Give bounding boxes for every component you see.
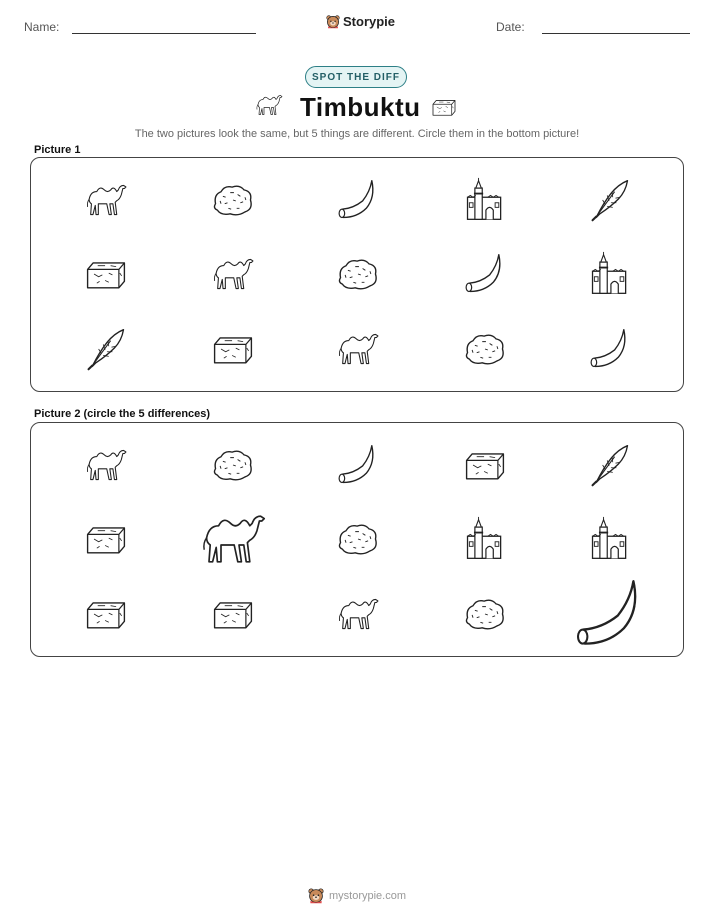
salt-pile-icon[interactable] xyxy=(210,442,256,488)
picture-1-panel xyxy=(30,157,684,392)
salt-block-icon[interactable] xyxy=(83,251,129,297)
camel-icon[interactable] xyxy=(197,503,269,575)
feather-quill-icon[interactable] xyxy=(587,177,633,223)
camel-icon[interactable] xyxy=(83,442,129,488)
bear-mascot-icon xyxy=(308,888,324,904)
mosque-icon[interactable] xyxy=(462,177,508,223)
mosque-icon[interactable] xyxy=(587,251,633,297)
brand-name: Storypie xyxy=(343,14,396,29)
feather-quill-icon[interactable] xyxy=(83,326,129,372)
activity-badge: SPOT THE DIFF xyxy=(305,66,407,88)
footer-url: mystorypie.com xyxy=(328,890,407,902)
picture-1-label: Picture 1 xyxy=(34,144,81,156)
horn-icon[interactable] xyxy=(462,251,508,297)
salt-pile-icon[interactable] xyxy=(335,251,381,297)
salt-block-icon[interactable] xyxy=(83,591,129,637)
footer xyxy=(0,888,714,904)
camel-icon[interactable] xyxy=(210,251,256,297)
camel-icon[interactable] xyxy=(335,326,381,372)
bear-mascot-icon xyxy=(326,15,340,29)
camel-icon xyxy=(254,92,284,118)
mosque-icon[interactable] xyxy=(587,516,633,562)
instructions: The two pictures look the same, but 5 things are different. Circle them in the bottom picture! xyxy=(134,128,580,140)
name-line[interactable] xyxy=(72,33,256,34)
horn-icon[interactable] xyxy=(571,575,649,653)
picture-2-label: Picture 2 (circle the 5 differences) xyxy=(34,408,211,420)
date-label: Date: xyxy=(496,20,525,34)
camel-icon[interactable] xyxy=(83,177,129,223)
salt-pile-icon[interactable] xyxy=(210,177,256,223)
mosque-icon[interactable] xyxy=(462,516,508,562)
picture-2-panel xyxy=(30,422,684,657)
feather-quill-icon[interactable] xyxy=(587,442,633,488)
salt-block-icon[interactable] xyxy=(210,326,256,372)
horn-icon[interactable] xyxy=(335,177,381,223)
name-label: Name: xyxy=(24,20,60,34)
salt-pile-icon[interactable] xyxy=(462,326,508,372)
date-line[interactable] xyxy=(542,33,690,34)
salt-pile-icon[interactable] xyxy=(462,591,508,637)
salt-block-icon[interactable] xyxy=(83,516,129,562)
salt-block-icon[interactable] xyxy=(462,442,508,488)
salt-block-icon xyxy=(430,96,458,118)
page-title: Timbuktu xyxy=(300,92,421,122)
horn-icon[interactable] xyxy=(335,442,381,488)
horn-icon[interactable] xyxy=(587,326,633,372)
salt-block-icon[interactable] xyxy=(210,591,256,637)
brand-logo xyxy=(326,14,395,29)
salt-pile-icon[interactable] xyxy=(335,516,381,562)
camel-icon[interactable] xyxy=(335,591,381,637)
